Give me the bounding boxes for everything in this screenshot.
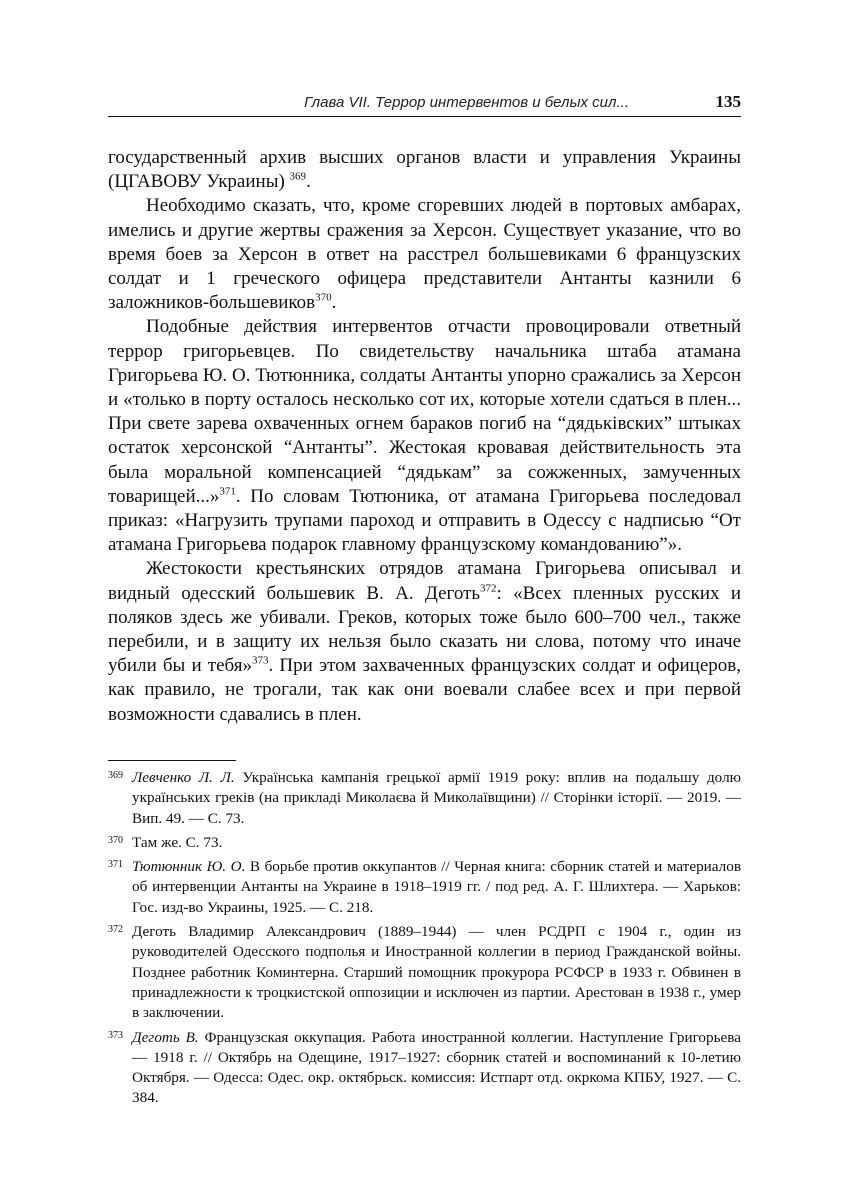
footnote-ref-370: 370 [315,291,332,304]
paragraph-3 [108,315,741,557]
footnotes [108,768,741,1113]
page-number: 135 [715,92,741,111]
footnote-author: Левченко Л. Л. [132,769,235,786]
footnote-ref-369: 369 [289,170,307,183]
footnote-370 [108,833,741,853]
footnote-author: Тютюнник Ю. О. [132,858,246,876]
paragraph-4 [108,557,741,726]
paragraph-1-text: государственный архив высших органов власти и управления Украины (ЦГАВОВУ Украины) [108,147,741,193]
main-text [108,146,741,727]
footnote-369 [108,768,741,829]
footnote-number: 372 [108,924,123,936]
paragraph-2 [108,194,741,315]
footnote-text: Українська кампанія грецької армії 1919 року: вплив на подальшу долю українських греків (на прикладі Миколаєва й Миколаївщини) // Сторінки історії. — 2019. — Вип. 49. — С. 73. [132,769,741,827]
paragraph-1 [108,146,741,194]
footnote-separator [108,760,236,761]
paragraph-3-text: Подобные действия интервентов отчасти провоцировали ответный террор григорьевцев. По свидетельству начальника штаба атамана Григорьева Ю. О. Тютюнника, солдаты Антанты упорно сражались за Херсон и «только в порту осталось несколько сот их, которые хотели сдаться в плен... При свете зарева охваченных огнем бараков погиб на “дядьківских” штыках остаток херсонской “Антанты”. Жестокая кровавая действительность эта была моральной компенсацией “дядькам” за сожженных, замученных товарищей...» [108,316,741,507]
footnote-number: 373 [108,1029,123,1041]
footnote-ref-373: 373 [251,654,269,667]
footnote-371 [108,857,741,918]
running-header [108,90,741,117]
chapter-title: Глава VII. Террор интервентов и белых сил... [304,94,629,111]
footnote-number: 369 [108,770,123,781]
paragraph-4-tail: . При этом захваченных французских солдат и офицеров, как правило, не трогали, так как они воевали слабее всех и при первой возможности сдавались в плен. [108,655,741,725]
footnote-text: Там же. С. 73. [132,833,223,851]
footnote-ref-371: 371 [219,485,236,498]
footnote-373 [108,1028,741,1109]
footnote-text: В борьбе против оккупантов // Черная книга: сборник статей и материалов об интервенции Антанты на Украине в 1918–1919 гг. / под ред. А. Г. Шлихтера. — Харьков: Гос. изд-во Украины, 1925. — С. 218. [132,858,742,916]
paragraph-3-tail: . По словам Тютюника, от атамана Григорьева последовал приказ: «Нагрузить трупами пароход и отправить в Одессу с надписью “От атамана Григорьева подарок главному французскому командованию”». [108,485,741,556]
footnote-number: 371 [108,859,123,871]
footnote-text: Французская оккупация. Работа иностранной коллегии. Наступление Григорьева — 1918 г. // Октябрь на Одещине, 1917–1927: сборник статей и воспоминаний к 10-летию Октября. — Одесса: Одес. окр. октябрьск. комиссия: Истпарт отд. окркома КПБУ, 1927. — С. 384. [132,1028,741,1107]
footnote-author: Деготь В. [132,1028,199,1046]
paragraph-4-text: Жестокости крестьянских отрядов атамана Григорьева описывал и видный одесский большевик В. А. Деготь [108,558,741,604]
footnote-text: Деготь Владимир Александрович (1889–1944) — член РСДРП с 1904 г., один из руководителей Одесского подполья и Иностранной коллегии в период Гражданской войны. Позднее работник Коминтерна. Старший помощник прокурора РСФСР в 1933 г. Обвинен в принадлежности к троцкистской оппозиции и исключен из партии. Арестован в 1938 г., умер в заключении. [132,923,741,1022]
footnote-number: 370 [108,834,123,846]
footnote-ref-372: 372 [480,582,497,595]
paragraph-2-text: Необходимо сказать, что, кроме сгоревших людей в портовых амбарах, имелись и другие жертвы сражения за Херсон. Существует указание, что во время боев за Херсон в ответ на расстрел большевиками 6 французских солдат и 1 греческого офицера представители Антанты казнили 6 заложников-большевиков [108,195,741,314]
paragraph-1-tail: . [306,171,311,193]
paragraph-2-tail: . [331,292,337,314]
footnote-372 [108,922,741,1023]
paragraph-4-mid: : «Всех пленных русских и поляков здесь же убивали. Греков, которых тоже было 600–700 чел., также перебили, и в защиту их нельзя было сказать ни слова, потому что иначе убили бы и тебя» [108,582,742,677]
